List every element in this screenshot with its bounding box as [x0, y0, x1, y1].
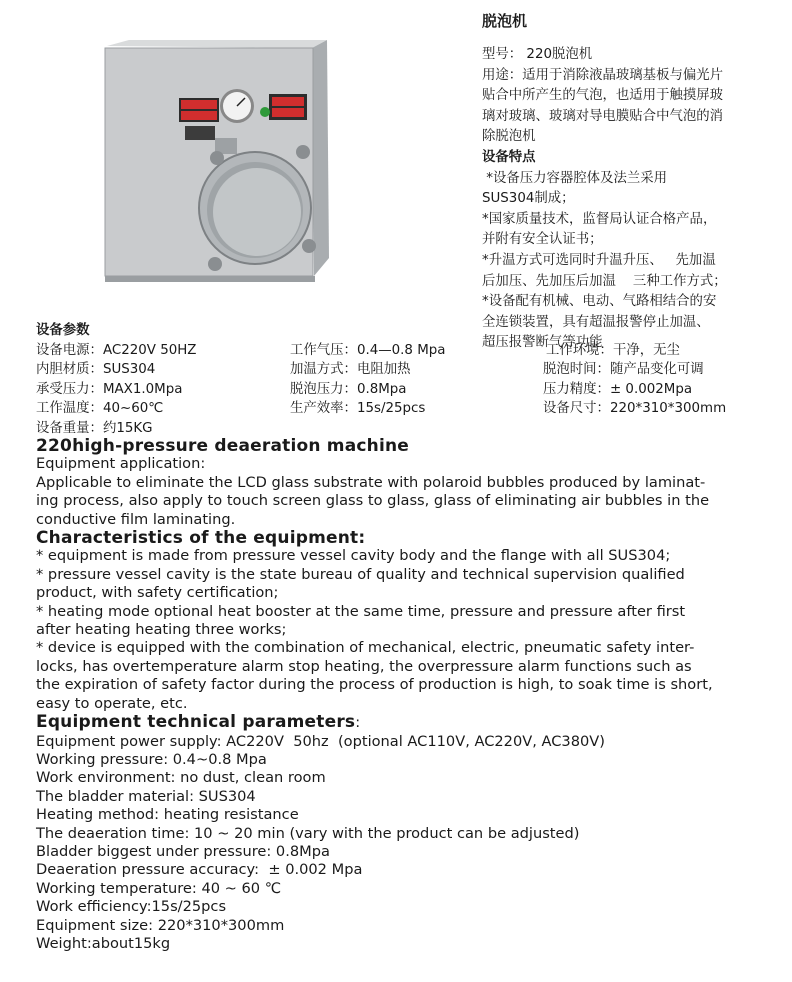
en-char-title: Characteristics of the equipment: — [36, 528, 366, 549]
cn-usage-line: 璃对玻璃、玻璃对导电膜贴合中气泡的消 — [482, 108, 724, 124]
param-cell: 脱泡压力：0.8Mpa — [290, 381, 407, 397]
param-row — [36, 399, 776, 418]
param-cell: 工作温度：40~60℃ — [36, 401, 164, 417]
en-app-label: Equipment application: — [36, 455, 206, 473]
en-app-line: Applicable to eliminate the LCD glass substrate with polaroid bubbles produced by laminat- — [36, 473, 706, 491]
cn-title: 脱泡机 — [482, 12, 528, 30]
en-tech-line: Equipment power supply: AC220V 50hz (optional AC110V, AC220V, AC380V) — [36, 732, 605, 750]
en-app-line: conductive film laminating. — [36, 510, 236, 528]
en-char-line: locks, has overtemperature alarm stop heating, the overpressure alarm functions such as — [36, 657, 692, 675]
cn-feature-line: 超压报警断气等功能 — [482, 335, 603, 351]
en-tech-line: Weight:about15kg — [36, 934, 171, 952]
cn-description — [482, 10, 782, 354]
param-cell: 承受压力：MAX1.0Mpa — [36, 381, 183, 397]
cn-feature-line: SUS304制成； — [482, 191, 575, 207]
en-tech-line: Deaeration pressure accuracy: ± 0.002 Mpa — [36, 861, 363, 879]
en-char-line: product, with safety certification; — [36, 584, 279, 602]
param-cell: 加温方式：电阻加热 — [290, 362, 411, 378]
param-cell: 脱泡时间：随产品变化可调 — [543, 362, 704, 378]
en-app-line: ing process, also apply to touch screen glass to glass, glass of eliminating air bubbles in the — [36, 492, 710, 510]
param-cell: 生产效率：15s/25pcs — [290, 401, 426, 417]
en-description — [36, 437, 766, 953]
cn-model: 型号： 220脱泡机 — [482, 47, 593, 62]
en-tech-line: Work environment: no dust, clean room — [36, 769, 326, 787]
en-tech-line: Heating method: heating resistance — [36, 806, 299, 824]
en-tech-colon: : — [355, 714, 361, 732]
param-cell: 设备重量：约15KG — [36, 420, 153, 436]
param-cell: 设备电源：AC220V 50HZ — [36, 343, 197, 358]
param-cell: 工作气压：0.4—0.8 Mpa — [290, 343, 446, 358]
cn-params — [36, 321, 776, 438]
en-char-line: easy to operate, etc. — [36, 694, 188, 712]
en-char-line: after heating heating three works; — [36, 621, 287, 639]
en-char-line: * equipment is made from pressure vessel cavity body and the flange with all SUS304; — [36, 547, 671, 565]
en-title: 220high-pressure deaeration machine — [36, 436, 410, 456]
en-char-line: * device is equipped with the combination of mechanical, electric, pneumatic safety inter- — [36, 639, 695, 657]
en-tech-heading — [36, 713, 766, 732]
cn-usage-line: 除脱泡机 — [482, 129, 536, 145]
en-char-line: * pressure vessel cavity is the state bureau of quality and technical supervision qualified — [36, 565, 685, 583]
cn-feature-line: *升温方式可选同时升温升压、 先加温 — [482, 252, 716, 268]
en-tech-line: The bladder material: SUS304 — [36, 787, 256, 805]
cn-feature-line: 后加压、先加压后加温 三种工作方式； — [482, 273, 727, 289]
product-image — [97, 40, 337, 310]
en-tech-line: Working temperature: 40 ~ 60 ℃ — [36, 879, 282, 897]
cn-usage-line: 用途：适用于消除液晶玻璃基板与偏光片 — [482, 67, 724, 83]
cn-feature-line: *国家质量技术，监督局认证合格产品， — [482, 211, 717, 227]
en-char-line: the expiration of safety factor during the process of production is high, to soak time is short, — [36, 676, 713, 694]
en-tech-line: Work efficiency:15s/25pcs — [36, 898, 227, 916]
param-row — [36, 360, 776, 379]
en-tech-line: Working pressure: 0.4~0.8 Mpa — [36, 750, 267, 768]
en-char-line: * heating mode optional heat booster at the same time, pressure and pressure after first — [36, 602, 686, 620]
en-tech-line: Equipment size: 220*310*300mm — [36, 916, 285, 934]
cn-feature-line: 全连锁装置，具有超温报警停止加温、 — [482, 314, 710, 330]
param-cell: 设备尺寸：220*310*300mm — [543, 401, 727, 417]
param-row — [36, 341, 776, 360]
param-cell: 压力精度：± 0.002Mpa — [543, 381, 693, 397]
cn-usage-line: 贴合中所产生的气泡，也适用于触摸屏玻 — [482, 88, 724, 104]
cn-feature-line: *设备压力容器腔体及法兰采用 — [482, 170, 668, 186]
cn-params-title: 设备参数 — [36, 323, 90, 338]
cn-feature-line: 并附有安全认证书； — [482, 232, 603, 248]
en-tech-line: Bladder biggest under pressure: 0.8Mpa — [36, 842, 330, 860]
param-row — [36, 380, 776, 399]
param-cell: 内胆材质：SUS304 — [36, 362, 156, 378]
cn-feature-line: *设备配有机械、电动、气路相结合的安 — [482, 294, 717, 310]
en-tech-title: Equipment technical parameters — [36, 712, 356, 733]
en-tech-line: The deaeration time: 10 ~ 20 min (vary with the product can be adjusted) — [36, 824, 580, 842]
cn-features-title: 设备特点 — [482, 149, 536, 165]
param-cell: 工作环境：干净，无尘 — [546, 343, 680, 358]
